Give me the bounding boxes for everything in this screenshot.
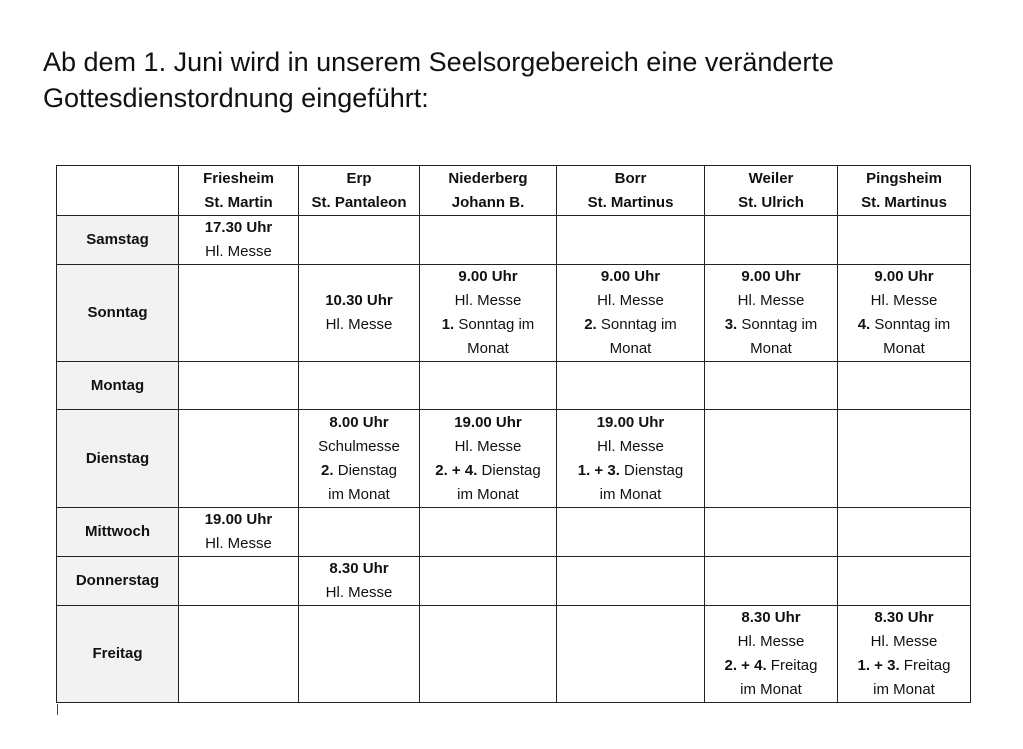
header-row [57,166,971,216]
cell-dienstag-weiler [705,410,838,508]
cell-freitag-weiler: 8.30 Uhr Hl. Messe 2. + 4. Freitag im Monat [705,606,838,703]
column-header-weiler: Weiler St. Ulrich [705,166,838,216]
row-sonntag [57,265,971,362]
cell-mittwoch-niederberg [420,508,557,557]
cell-dienstag-borr: 19.00 Uhr Hl. Messe 1. + 3. Dienstag im Monat [557,410,705,508]
cell-freitag-borr [557,606,705,703]
day-label-dienstag: Dienstag [57,410,179,508]
intro-line-1: Ab dem 1. Juni wird in unserem Seelsorgebereich eine veränderte [43,47,834,77]
cell-montag-borr [557,362,705,410]
cell-dienstag-pingsheim [838,410,971,508]
cell-samstag-niederberg [420,216,557,265]
cell-mittwoch-weiler [705,508,838,557]
cell-freitag-niederberg [420,606,557,703]
day-label-donnerstag: Donnerstag [57,557,179,606]
cell-donnerstag-friesheim [179,557,299,606]
day-label-sonntag: Sonntag [57,265,179,362]
cell-donnerstag-niederberg [420,557,557,606]
cell-sonntag-niederberg: 9.00 Uhr Hl. Messe 1. Sonntag im Monat [420,265,557,362]
row-dienstag [57,410,971,508]
column-header-pingsheim: Pingsheim St. Martinus [838,166,971,216]
row-donnerstag [57,557,971,606]
cell-montag-pingsheim [838,362,971,410]
row-samstag [57,216,971,265]
day-label-freitag: Freitag [57,606,179,703]
cell-freitag-pingsheim: 8.30 Uhr Hl. Messe 1. + 3. Freitag im Monat [838,606,971,703]
cell-sonntag-borr: 9.00 Uhr Hl. Messe 2. Sonntag im Monat [557,265,705,362]
day-label-mittwoch: Mittwoch [57,508,179,557]
cell-montag-niederberg [420,362,557,410]
cell-montag-weiler [705,362,838,410]
cell-montag-friesheim [179,362,299,410]
cell-samstag-weiler [705,216,838,265]
cell-samstag-erp [299,216,420,265]
cell-donnerstag-pingsheim [838,557,971,606]
column-header-borr: Borr St. Martinus [557,166,705,216]
cell-donnerstag-borr [557,557,705,606]
cell-samstag-friesheim: 17.30 Uhr Hl. Messe [179,216,299,265]
intro-line-2: Gottesdienstordnung eingeführt: [43,83,429,113]
cell-samstag-borr [557,216,705,265]
row-mittwoch [57,508,971,557]
cell-sonntag-weiler: 9.00 Uhr Hl. Messe 3. Sonntag im Monat [705,265,838,362]
cell-sonntag-friesheim [179,265,299,362]
cell-dienstag-niederberg: 19.00 Uhr Hl. Messe 2. + 4. Dienstag im Monat [420,410,557,508]
mass-schedule-table [56,165,971,703]
cell-dienstag-erp: 8.00 Uhr Schulmesse 2. Dienstag im Monat [299,410,420,508]
cell-sonntag-erp: 10.30 Uhr Hl. Messe [299,265,420,362]
column-header-friesheim: Friesheim St. Martin [179,166,299,216]
cell-montag-erp [299,362,420,410]
column-header-niederberg: Niederberg Johann B. [420,166,557,216]
cell-samstag-pingsheim [838,216,971,265]
cell-donnerstag-erp: 8.30 Uhr Hl. Messe [299,557,420,606]
intro-text [43,44,1003,116]
corner-cell [57,166,179,216]
row-freitag [57,606,971,703]
cell-freitag-erp [299,606,420,703]
text-cursor-mark [57,704,58,715]
cell-mittwoch-friesheim: 19.00 Uhr Hl. Messe [179,508,299,557]
cell-mittwoch-pingsheim [838,508,971,557]
day-label-montag: Montag [57,362,179,410]
cell-mittwoch-erp [299,508,420,557]
row-montag [57,362,971,410]
cell-freitag-friesheim [179,606,299,703]
cell-dienstag-friesheim [179,410,299,508]
column-header-erp: Erp St. Pantaleon [299,166,420,216]
cell-sonntag-pingsheim: 9.00 Uhr Hl. Messe 4. Sonntag im Monat [838,265,971,362]
cell-donnerstag-weiler [705,557,838,606]
cell-mittwoch-borr [557,508,705,557]
day-label-samstag: Samstag [57,216,179,265]
